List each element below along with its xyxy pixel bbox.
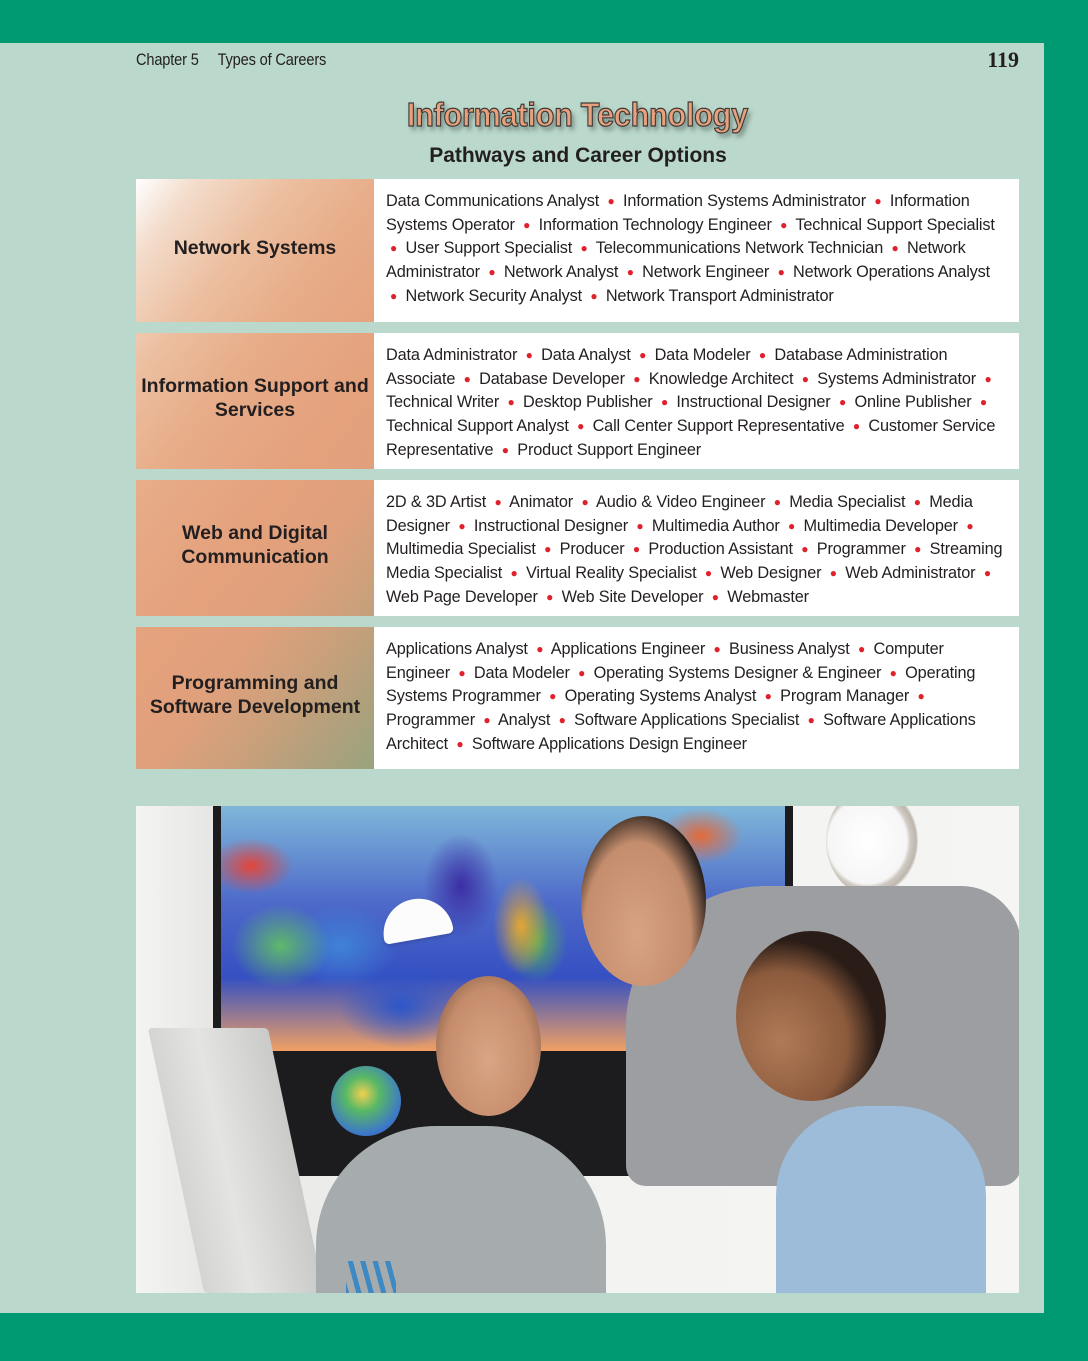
pathway-row-web-digital — [136, 480, 1019, 616]
career-item: Technical Writer — [386, 393, 500, 412]
row-divider — [136, 469, 1019, 480]
pathways-table — [136, 179, 1019, 769]
bullet-icon: ● — [984, 371, 992, 386]
career-list — [374, 627, 1019, 769]
career-list — [374, 179, 1019, 322]
woman-shirt — [776, 1106, 986, 1293]
career-item: Applications Analyst — [386, 640, 528, 658]
career-item: Technical Support Specialist — [795, 215, 995, 234]
bullet-icon: ● — [390, 288, 398, 303]
office-photo — [136, 806, 1019, 1293]
career-item: Instructional Designer — [676, 393, 831, 412]
bullet-icon: ● — [889, 665, 897, 680]
bullet-icon: ● — [463, 371, 471, 386]
bullet-icon: ● — [507, 395, 515, 410]
pathway-label: Programming and Software Development — [149, 672, 361, 718]
bullet-icon: ● — [660, 395, 669, 410]
career-item: Program Manager — [780, 687, 910, 706]
seated-man-head — [436, 976, 541, 1116]
career-item: Network Engineer — [642, 263, 770, 282]
bullet-icon: ● — [549, 689, 557, 704]
bullet-icon: ● — [764, 689, 772, 704]
bullet-icon: ● — [458, 518, 466, 533]
bullet-icon: ● — [639, 348, 647, 362]
career-item: Web Page Developer — [386, 587, 538, 606]
pathway-label: Web and Digital Communication — [181, 522, 329, 568]
career-item: Multimedia Developer — [803, 516, 958, 535]
career-item: Analyst — [497, 711, 551, 730]
pen-cup — [346, 1261, 396, 1293]
bullet-icon: ● — [546, 589, 554, 604]
career-item: Producer — [559, 540, 625, 559]
career-item: Applications Engineer — [550, 640, 706, 658]
bullet-icon: ● — [523, 217, 531, 232]
bullet-icon: ● — [456, 736, 464, 751]
career-item: Instructional Designer — [473, 516, 628, 535]
bullet-icon: ● — [525, 348, 533, 362]
bullet-icon: ● — [713, 642, 721, 656]
bullet-icon: ● — [829, 566, 837, 581]
bullet-icon: ● — [632, 542, 640, 557]
bullet-icon: ● — [633, 371, 641, 386]
career-item: Network Transport Administrator — [605, 286, 834, 305]
bullet-icon: ● — [607, 194, 615, 208]
career-item: Network Security Analyst — [405, 286, 582, 305]
career-item: Webmaster — [727, 587, 809, 606]
bullet-icon: ● — [590, 288, 598, 303]
career-item: Data Analyst — [541, 346, 631, 364]
bullet-icon: ● — [788, 518, 796, 533]
bullet-icon: ● — [913, 495, 921, 509]
bullet-icon: ● — [636, 518, 644, 533]
pathway-row-information-support — [136, 333, 1019, 469]
career-list — [374, 333, 1019, 469]
bullet-icon: ● — [773, 495, 781, 509]
career-item: Media Specialist — [789, 493, 906, 511]
career-item: Business Analyst — [728, 640, 850, 658]
pathway-label: Network Systems — [173, 236, 337, 259]
career-item: Network Analyst — [503, 263, 619, 282]
bullet-icon: ● — [801, 542, 809, 557]
career-item: Virtual Reality Specialist — [526, 564, 697, 583]
bullet-icon: ● — [979, 395, 987, 410]
career-item: Database Developer — [479, 369, 625, 388]
bullet-icon: ● — [390, 241, 398, 256]
title-block — [0, 96, 1044, 134]
bullet-icon: ● — [983, 566, 991, 581]
career-item: Streaming Media Specialist — [386, 540, 1003, 583]
career-item: Data Communications Analyst — [386, 192, 600, 210]
bullet-icon: ● — [626, 265, 634, 280]
career-item: Multimedia Author — [651, 516, 780, 535]
career-item: 2D & 3D Artist — [386, 493, 487, 511]
bullet-icon: ● — [891, 241, 899, 256]
career-list — [374, 480, 1019, 616]
career-item: Technical Support Analyst — [386, 417, 569, 436]
career-item: Knowledge Architect — [648, 369, 794, 388]
career-item: Production Assistant — [648, 540, 793, 559]
career-item: Operating Systems Designer & Engineer — [593, 663, 882, 682]
career-item: Web Site Developer — [561, 587, 704, 606]
bullet-icon: ● — [581, 495, 589, 509]
bullet-icon: ● — [858, 642, 866, 656]
standing-man-head — [581, 816, 706, 986]
bullet-icon: ● — [914, 542, 922, 557]
career-item: Software Applications Architect — [386, 711, 976, 753]
bullet-icon: ● — [544, 542, 552, 557]
career-item: Data Administrator — [386, 346, 518, 364]
career-item: Network Operations Analyst — [793, 263, 991, 282]
bullet-icon: ● — [874, 194, 882, 208]
page-subtitle — [0, 144, 1044, 168]
bullet-icon: ● — [704, 566, 712, 581]
pathway-label: Information Support and Services — [141, 375, 369, 421]
career-item: Telecommunications Network Technician — [595, 239, 884, 258]
career-item: Online Publisher — [854, 393, 972, 412]
bullet-icon: ● — [711, 589, 719, 604]
career-item: Operating Systems Programmer — [386, 663, 976, 706]
running-head — [136, 50, 326, 70]
career-item: Data Modeler — [473, 663, 570, 682]
career-item: Computer Engineer — [386, 640, 944, 682]
career-item: Product Support Engineer — [517, 440, 702, 459]
career-item: Network Administrator — [386, 239, 966, 282]
bullet-icon: ● — [852, 419, 860, 434]
career-item: Web Designer — [720, 564, 822, 583]
bullet-icon: ● — [966, 518, 974, 533]
page-number: 119 — [987, 47, 1019, 72]
bullet-icon: ● — [578, 665, 586, 680]
career-item: Information Systems Administrator — [623, 192, 866, 210]
pathway-row-network-systems — [136, 179, 1019, 322]
career-item: Programmer — [816, 540, 906, 559]
career-item: Audio & Video Engineer — [596, 493, 766, 511]
bullet-icon: ● — [780, 217, 788, 232]
career-item: Multimedia Specialist — [386, 540, 536, 559]
career-item: Customer Service Representative — [386, 417, 996, 459]
career-item: Programmer — [386, 711, 475, 730]
bullet-icon: ● — [580, 241, 588, 256]
career-item: Animator — [509, 493, 574, 511]
row-divider — [136, 322, 1019, 333]
bullet-icon: ● — [777, 265, 785, 280]
bullet-icon: ● — [838, 395, 847, 410]
career-item: Data Modeler — [654, 346, 751, 364]
bullet-icon: ● — [458, 665, 466, 680]
bullet-icon: ● — [501, 442, 509, 457]
woman-head — [736, 931, 886, 1101]
career-item: Operating Systems Analyst — [564, 687, 757, 706]
bullet-icon: ● — [483, 713, 491, 728]
bullet-icon: ● — [577, 419, 585, 434]
career-item: Systems Administrator — [817, 369, 977, 388]
bullet-icon: ● — [917, 689, 925, 704]
globe-image-left — [331, 1066, 401, 1136]
subtitle-text: Pathways and Career Options — [429, 144, 727, 167]
page-title: Information Technology — [406, 96, 748, 133]
career-item: Web Administrator — [845, 564, 976, 583]
career-item: Media Designer — [386, 493, 973, 535]
row-divider — [136, 616, 1019, 627]
career-item: Software Applications Design Engineer — [471, 734, 747, 753]
career-item: Software Applications Specialist — [574, 711, 800, 730]
bullet-icon: ● — [494, 495, 502, 509]
bullet-icon: ● — [536, 642, 544, 656]
bullet-icon: ● — [488, 265, 496, 280]
bullet-icon: ● — [801, 371, 809, 386]
career-item: Information Systems Operator — [386, 192, 970, 234]
career-item: Desktop Publisher — [522, 393, 653, 412]
career-item: Information Technology Engineer — [538, 215, 772, 234]
bullet-icon: ● — [758, 348, 766, 362]
pathway-row-programming — [136, 627, 1019, 769]
bullet-icon: ● — [510, 566, 518, 581]
chapter-label: Chapter 5 — [136, 50, 199, 69]
career-item: Call Center Support Representative — [592, 417, 845, 436]
bullet-icon: ● — [807, 713, 815, 728]
bullet-icon: ● — [558, 713, 566, 728]
career-item: User Support Specialist — [405, 239, 573, 258]
section-label: Types of Careers — [217, 50, 327, 69]
career-item: Database Administration Associate — [386, 346, 948, 388]
